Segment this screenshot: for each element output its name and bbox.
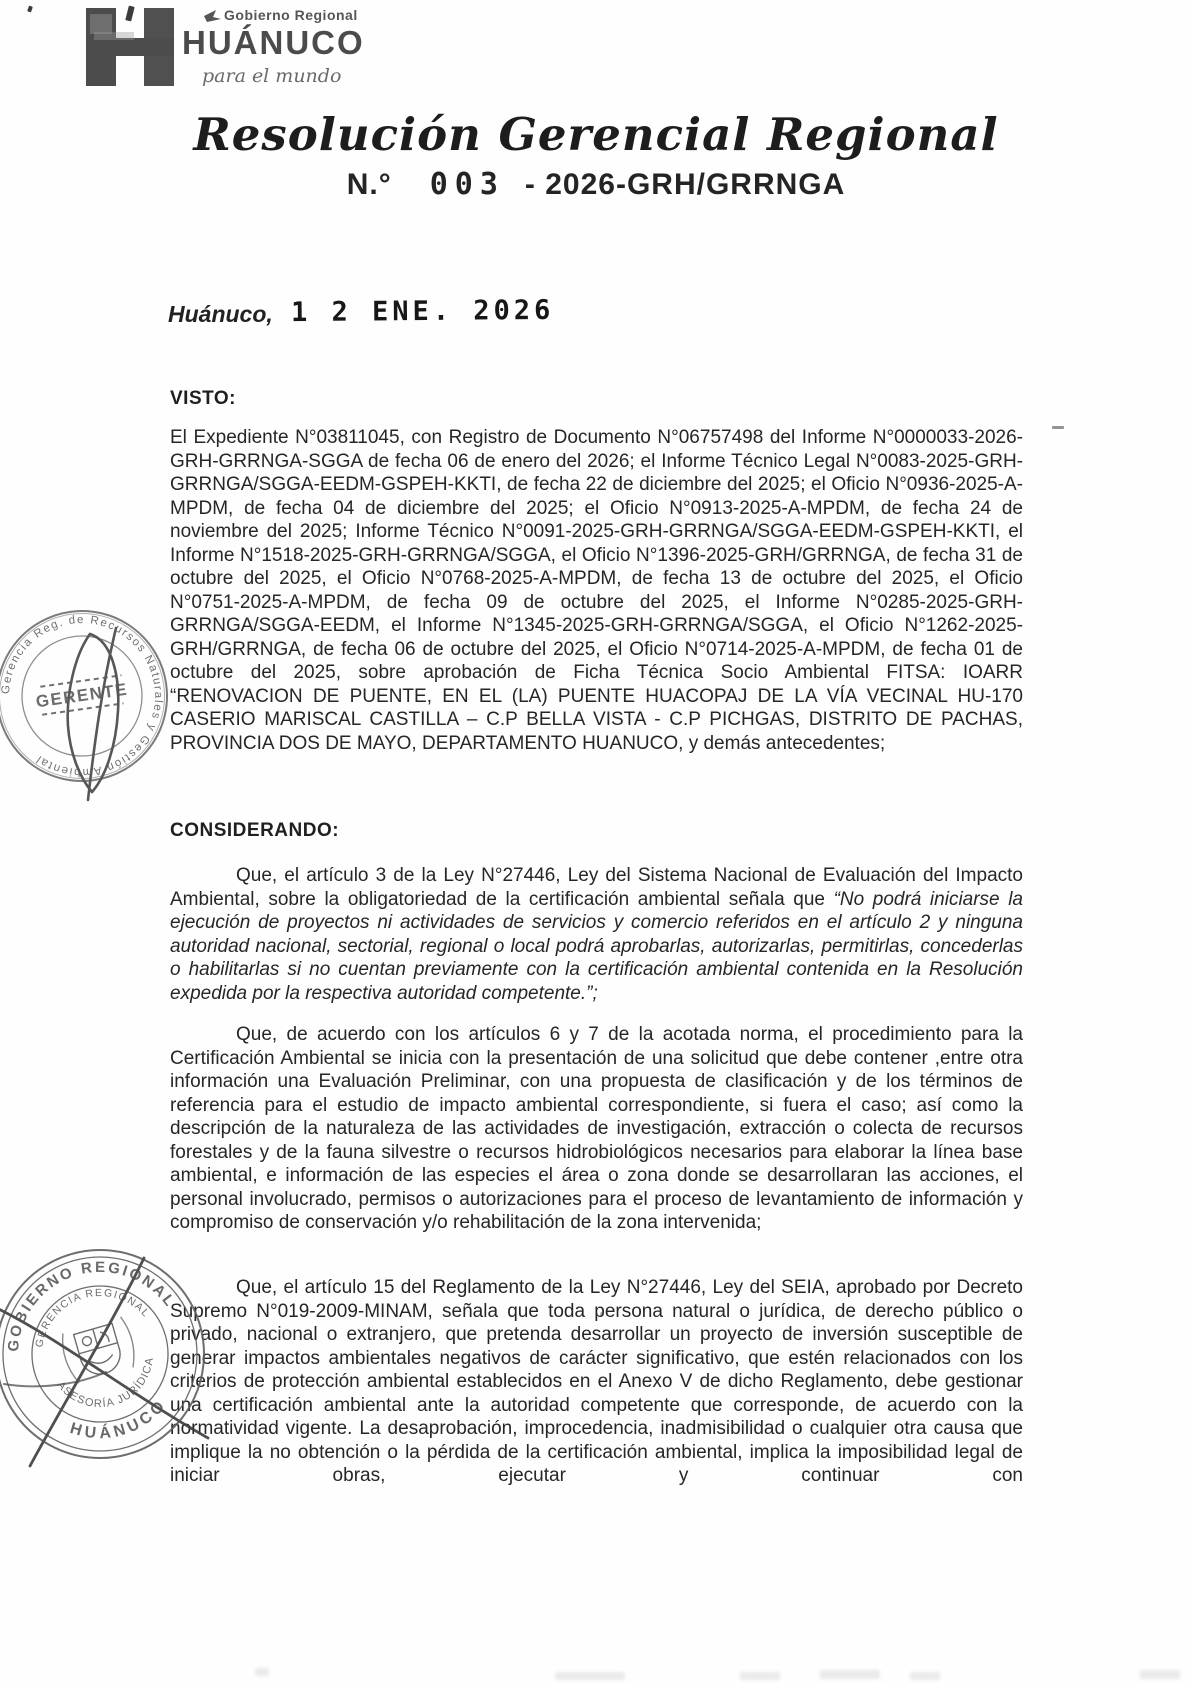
gerente-seal xyxy=(0,596,182,806)
considerando-paragraph-3: Que, el artículo 15 del Reglamento de la Ley N°27446, Ley del SEIA, aprobado por Decreto Supremo N°019-2009-MINAM, señala que toda persona natural o jurídica, de derecho público o privado, nacional o extranjero, que pretenda desarrollar un proyecto de inversión susceptible de generar impactos ambientales negativos de carácter significativo, que estén relacionados con los criterios de protección ambiental establecidos en el Anexo V de dicho Reglamento, debe gestionar una certificación ambiental ante la autoridad competente que corresponde, de acuerdo con la normatividad vigente. La desaprobación, improcedencia, inadmisibilidad o cualquier otra causa que implique la no obtención o la pérdida de la certificación ambiental, implica la imposibilidad legal de iniciar obras, ejecutar y continuar con xyxy=(170,1277,1023,1486)
resolution-number-line xyxy=(170,167,1022,202)
logo-entity-label: Gobierno Regional xyxy=(224,7,358,23)
seal-arc-huanuco: HUÁNUCO xyxy=(67,1395,171,1443)
scan-speck xyxy=(27,5,33,12)
seal-arc-asesoria-juridica: ASESORÍA JURÍDICA xyxy=(54,1356,157,1411)
logo-name-label: HUÁNUCO xyxy=(182,24,365,61)
seal-arc-gerencia-regional: GERENCIA REGIONAL xyxy=(33,1286,153,1349)
resolution-title: Resolución Gerencial Regional xyxy=(193,108,999,161)
resolution-number-value: 003 xyxy=(429,167,505,202)
scan-speck xyxy=(1052,426,1064,429)
considerando-p1-normal: Que, el artículo 3 de la Ley N°27446, Ley del Sistema Nacional de Evaluación del Impacto Ambiental, sobre la obligatoriedad de la certificación ambiental señala que xyxy=(170,865,1023,910)
considerando-heading: CONSIDERANDO: xyxy=(170,820,340,841)
scan-speck xyxy=(600,1312,604,1316)
document-title-block xyxy=(170,108,1022,202)
logo-slogan-label: para el mundo xyxy=(202,65,342,87)
date-stamp: 1 2 ENE. 2026 xyxy=(291,294,555,329)
resolution-number-prefix: N.° xyxy=(346,168,392,201)
dateline-place: Huánuco, xyxy=(168,301,273,327)
scan-smudge xyxy=(820,1670,880,1679)
signature-icon xyxy=(68,628,119,800)
gerente-seal-center-text: GERENTE xyxy=(34,679,130,712)
scan-smudge xyxy=(740,1672,780,1680)
dateline xyxy=(168,294,555,338)
coat-of-arms-icon xyxy=(59,1316,140,1385)
scan-smudge xyxy=(255,1668,269,1676)
resolution-number-suffix: - 2026-GRH/GRRNGA xyxy=(524,168,846,201)
visto-paragraph: El Expediente N°03811045, con Registro de Documento N°06757498 del Informe N°0000033-2026-GRH-GRRNGA-SGGA de fecha 06 de enero del 2026; el Informe Técnico Legal N°0083-2025-GRH-GRRNGA/SGGA-EEDM-GSPEH-KKTI, de fecha 22 de diciembre del 2025; el Oficio N°0936-2025-A-MPDM, de fecha 04 de diciembre del 2025; el Oficio N°0913-2025-A-MPDM, de fecha 24 de noviembre del 2025; Informe Técnico N°0091-2025-GRH-GRRNGA/SGGA-EEDM-GSPEH-KKTI, el Informe N°1518-2025-GRH-GRRNGA/SGGA, el Oficio N°1396-2025-GRH/GRRNGA, de fecha 31 de octubre del 2025, el Oficio N°0768-2025-A-MPDM, de fecha 13 de octubre del 2025, el Oficio N°0751-2025-A-MPDM, de fecha 09 de octubre del 2025, el Informe N°0285-2025-GRH-GRRNGA/SGGA-EEDM, el Informe N°1345-2025-GRH-GRRNGA/SGGA, el Oficio N°1262-2025-GRH/GRRNGA, de fecha 06 de octubre del 2025, el Oficio N°0714-2025-A-MPDM, de fecha 01 de octubre del 2025, sobre aprobación de Ficha Técnica Socio Ambiental FITSA: IOARR “RENOVACION DE PUENTE, EN EL (LA) PUENTE HUACOPAJ DE LA VÍA VECINAL HU-170 CASERIO MARISCAL CASTILLA – C.P BELLA VISTA - C.P PICHGAS, DISTRITO DE PACHAS, PROVINCIA DOS DE MAYO, DEPARTAMENTO HUANUCO, y demás antecedentes; xyxy=(170,427,1023,754)
seal-arc-gobierno-regional: GOBIERNO REGIONAL xyxy=(4,1258,179,1353)
scan-smudge xyxy=(555,1672,625,1680)
logo-bird-icon xyxy=(204,10,221,22)
scan-smudge xyxy=(910,1672,940,1680)
gerente-seal-arc-text: Gerencia Reg. de Recursos Naturales y Gestión Ambiental xyxy=(0,613,165,779)
considerando-paragraph-2: Que, de acuerdo con los artículos 6 y 7 de la acotada norma, el procedimiento para la Certificación Ambiental se inicia con la presentación de una solicitud que debe contener ,entre otra información una Evaluación Preliminar, con una propuesta de clasificación y de los términos de referencia para el estudio de impacto ambiental correspondiente, si fuera el caso; así como la descripción de la naturaleza de las actividades de investigación, extracción o colecta de recursos forestales y de la fauna silvestre o recursos hidrobiológicos necesarios para elaborar la línea base ambiental, e información de las especies el área o zona donde se desarrollaran las acciones, el personal involucrado, permisos o autorizaciones para el proceso de levantamiento de información y compromiso de conservación y/o rehabilitación de la zona intervenida; xyxy=(170,1024,1023,1233)
considerando-p1-quote: “No podrá iniciarse la ejecución de proyectos ni actividades de servicios y comercio referidos en el artículo 2 y ninguna autoridad nacional, sectorial, regional o local podrá aprobarlas, autorizarlas, permitirlas, concederlas o habilitarlas si no cuentan previamente con la certificación ambiental contenida en la Resolución expedida por la respectiva autoridad competente.”; xyxy=(170,888,1023,1004)
considerando-paragraph-1 xyxy=(170,864,1023,1005)
svg-text:GERENCIA REGIONAL xyxy=(22,1272,154,1351)
svg-text:Gerencia Reg. de Recursos Natu xyxy=(0,603,175,788)
svg-text:GOBIERNO REGIONAL xyxy=(0,1237,181,1356)
visto-heading: VISTO: xyxy=(170,388,236,409)
svg-text:ASESORÍA JURÍDICA xyxy=(53,1353,166,1422)
svg-text:HUÁNUCO xyxy=(64,1393,176,1453)
scan-smudge xyxy=(1140,1670,1180,1679)
